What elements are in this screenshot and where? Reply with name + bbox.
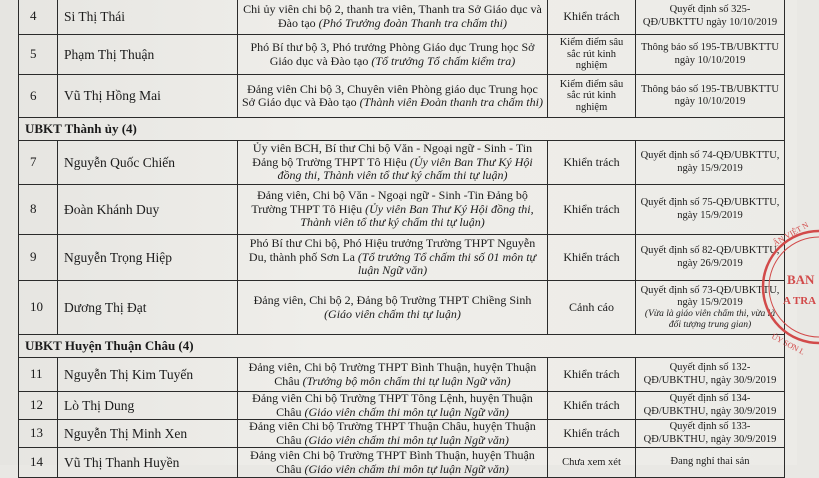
position-description: Đảng viên Chi bộ 3, Chuyên viên Phòng giáo dục Trung học Sở Giáo dục và Đào tạo (Thành viên Đoàn thanh tra chấm thi) [238, 75, 548, 118]
person-name: Nguyễn Thị Kim Tuyến [58, 358, 238, 392]
decision-reference: Quyết định số 74-QĐ/UBKTTU, ngày 15/9/2019 [636, 141, 785, 185]
discipline-form: Khiển trách [548, 0, 636, 35]
decision-reference: Quyết định số 73-QĐ/UBKTTU, ngày 15/9/2019 (Vừa là giáo viên chấm thi, vừa là đối tượng trung gian) [636, 281, 785, 335]
table-row [19, 35, 785, 75]
discipline-form: Khiển trách [548, 358, 636, 392]
discipline-form: Khiển trách [548, 141, 636, 185]
row-number: 12 [19, 392, 58, 420]
position-description: Đảng viên, Chi bộ 2, Đảng bộ Trường THPT Chiềng Sinh (Giáo viên chấm thi tự luận) [238, 281, 548, 335]
table-row [19, 281, 785, 335]
stamp-text: A TRA [783, 295, 817, 307]
decision-reference: Quyết định số 82-QĐ/UBKTTU, ngày 26/9/2019 [636, 235, 785, 281]
table-row [19, 0, 785, 35]
table-row [19, 358, 785, 392]
position-description: Ủy viên BCH, Bí thư Chi bộ Văn - Ngoại ngữ - Sinh - Tin Đảng bộ Trường THPT Tô Hiệu (Ủy viên Ban Thư Ký Hội đồng thi, Thành viên tổ thư ký chấm thi tự luận) [238, 141, 548, 185]
table-row [19, 392, 785, 420]
position-description: Chi ủy viên chi bộ 2, thanh tra viên, Thanh tra Sở Giáo dục và Đào tạo (Phó Trưởng đoàn Thanh tra chấm thi) [238, 0, 548, 35]
discipline-form: Kiểm điểm sâu sắc rút kinh nghiệm [548, 35, 636, 75]
row-number: 11 [19, 358, 58, 392]
person-name: Đoàn Khánh Duy [58, 185, 238, 235]
discipline-form: Khiển trách [548, 185, 636, 235]
group-label: UBKT Thành ủy (4) [19, 118, 785, 141]
position-description: Đảng viên Chi bộ Trường THPT Thuận Châu, huyện Thuận Châu (Giáo viên chấm thi môn tự luận Ngữ văn) [238, 420, 548, 448]
decision-reference: Quyết định số 325-QĐ/UBKTTU ngày 10/10/2019 [636, 0, 785, 35]
stamp-text: ẬN VIỆT N [771, 220, 811, 248]
person-name: Vũ Thị Thanh Huyền [58, 448, 238, 478]
row-number: 4 [19, 0, 58, 35]
table-row [19, 420, 785, 448]
table-row [19, 448, 785, 478]
discipline-form: Khiển trách [548, 235, 636, 281]
decision-reference: Thông báo số 195-TB/UBKTTU ngày 10/10/2019 [636, 75, 785, 118]
discipline-form: Cảnh cáo [548, 281, 636, 335]
person-name: Lò Thị Dung [58, 392, 238, 420]
decision-reference: Quyết định số 133-QĐ/UBKTHU, ngày 30/9/2019 [636, 420, 785, 448]
person-name: Vũ Thị Hồng Mai [58, 75, 238, 118]
discipline-table [18, 0, 785, 478]
row-number: 14 [19, 448, 58, 478]
group-header-row [19, 335, 785, 358]
person-name: Phạm Thị Thuận [58, 35, 238, 75]
discipline-form: Kiểm điểm sâu sắc rút kinh nghiệm [548, 75, 636, 118]
position-description: Đảng viên, Chi bộ Văn - Ngoại ngữ - Sinh -Tin Đảng bộ Trường THPT Tô Hiệu (Ủy viên Ban Thư Ký Hội đồng thi, Thành viên tổ thư ký chấm thi tự luận) [238, 185, 548, 235]
decision-reference: Đang nghỉ thai sản [636, 448, 785, 478]
position-description: Phó Bí thư bộ 3, Phó trưởng Phòng Giáo dục Trung học Sở Giáo dục và Đào tạo (Tổ trưởng Tổ chấm kiểm tra) [238, 35, 548, 75]
table-row [19, 235, 785, 281]
decision-note: (Vừa là giáo viên chấm thi, vừa là đối tượng trung gian) [644, 308, 776, 330]
row-number: 5 [19, 35, 58, 75]
red-seal-stamp [761, 212, 819, 362]
person-name: Dương Thị Đạt [58, 281, 238, 335]
group-header-row [19, 118, 785, 141]
stamp-text: BAN [787, 272, 815, 287]
decision-reference: Quyết định số 75-QĐ/UBKTTU, ngày 15/9/2019 [636, 185, 785, 235]
position-description: Đảng viên, Chi bộ Trường THPT Bình Thuận, huyện Thuận Châu (Trưởng bộ môn chấm thi tự luận Ngữ văn) [238, 358, 548, 392]
decision-reference: Quyết định số 132-QĐ/UBKTHU, ngày 30/9/2019 [636, 358, 785, 392]
table-row [19, 141, 785, 185]
table-row [19, 75, 785, 118]
person-name: Si Thị Thái [58, 0, 238, 35]
table-row [19, 185, 785, 235]
row-number: 10 [19, 281, 58, 335]
discipline-form: Khiển trách [548, 420, 636, 448]
discipline-form: Chưa xem xét [548, 448, 636, 478]
row-number: 6 [19, 75, 58, 118]
decision-reference: Thông báo số 195-TB/UBKTTU ngày 10/10/2019 [636, 35, 785, 75]
person-name: Nguyễn Thị Minh Xen [58, 420, 238, 448]
position-description: Phó Bí thư Chi bộ, Phó Hiệu trưởng Trường THPT Nguyễn Du, thành phố Sơn La (Tổ trưởng Tổ chấm thi số 01 môn tự luận Ngữ văn) [238, 235, 548, 281]
row-number: 7 [19, 141, 58, 185]
row-number: 8 [19, 185, 58, 235]
group-label: UBKT Huyện Thuận Châu (4) [19, 335, 785, 358]
stamp-text: ỦY SƠN L [770, 331, 807, 357]
row-number: 9 [19, 235, 58, 281]
person-name: Nguyễn Quốc Chiến [58, 141, 238, 185]
decision-reference: Quyết định số 134-QĐ/UBKTHU, ngày 30/9/2019 [636, 392, 785, 420]
row-number: 13 [19, 420, 58, 448]
position-description: Đảng viên Chi bộ Trường THPT Bình Thuận, huyện Thuận Châu (Giáo viên chấm thi môn tự luận Ngữ văn) [238, 448, 548, 478]
discipline-form: Khiển trách [548, 392, 636, 420]
person-name: Nguyễn Trọng Hiệp [58, 235, 238, 281]
position-description: Đảng viên Chi bộ Trường THPT Tông Lệnh, huyện Thuận Châu (Giáo viên chấm thi môn tự luận Ngữ văn) [238, 392, 548, 420]
